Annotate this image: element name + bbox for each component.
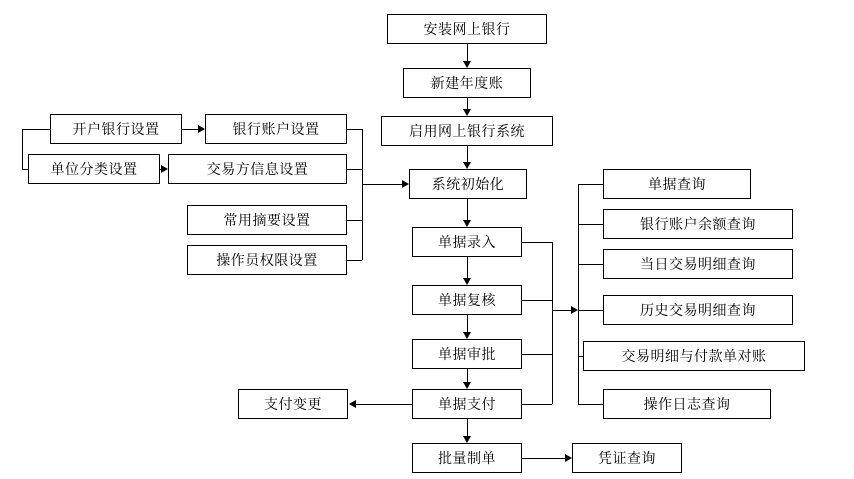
arrowhead-sys-init-from-setup xyxy=(402,180,409,188)
connector-operator-auth-to-rail xyxy=(347,260,362,261)
connector-setup-collector-rail xyxy=(362,129,363,260)
connector-rail-to-today-query xyxy=(578,264,603,265)
arrowhead-sys-init xyxy=(463,162,471,169)
connector-new-year-to-enable-sys xyxy=(467,98,468,109)
node-install[interactable] xyxy=(387,14,547,44)
node-label: 批量制单 xyxy=(438,450,496,466)
node-label: 新建年度账 xyxy=(430,75,504,91)
connector-doc-approve-to-doc-pay xyxy=(467,369,468,382)
connector-doc-entry-to-doc-review xyxy=(467,257,468,278)
connector-doc-review-to-doc-approve xyxy=(467,315,468,332)
node-document-review[interactable] xyxy=(412,285,522,315)
connector-doc-pay-to-query-rail xyxy=(522,404,552,405)
node-label: 支付变更 xyxy=(264,396,322,412)
connector-left-setup-rail-top xyxy=(22,129,50,130)
node-label: 单据查询 xyxy=(648,176,706,192)
node-label: 银行账户设置 xyxy=(232,121,320,137)
arrowhead-batch-doc xyxy=(463,436,471,443)
node-label: 单据复核 xyxy=(438,292,496,308)
connector-bank-acct-to-rail xyxy=(347,129,362,130)
node-label: 单据审批 xyxy=(438,346,496,362)
connector-rail-to-balance-query xyxy=(578,224,603,225)
node-new-year[interactable] xyxy=(403,68,531,98)
connector-doc-pay-to-pay-change xyxy=(356,404,412,405)
connector-doc-pay-to-batch-doc xyxy=(467,419,468,436)
node-open-bank-setting[interactable] xyxy=(50,114,182,144)
node-bank-balance-query[interactable] xyxy=(603,209,793,239)
node-voucher-query[interactable] xyxy=(572,443,682,473)
node-operation-log-query[interactable] xyxy=(603,389,771,419)
node-today-transaction-query[interactable] xyxy=(603,249,793,279)
node-label: 历史交易明细查询 xyxy=(640,302,756,318)
connector-trade-party-to-rail xyxy=(347,169,362,170)
connector-center-rail-to-query-rail xyxy=(552,310,571,311)
arrowhead-doc-entry xyxy=(463,220,471,227)
connector-rail-to-doc-query xyxy=(578,184,603,185)
node-reconciliation-query[interactable] xyxy=(583,341,805,371)
node-bank-account-setting[interactable] xyxy=(205,114,347,144)
arrowhead-pay-change xyxy=(349,400,356,408)
node-label: 凭证查询 xyxy=(598,450,656,466)
connector-query-collector-rail xyxy=(578,184,579,404)
connector-enable-sys-to-sys-init xyxy=(467,146,468,162)
node-enable-system[interactable] xyxy=(381,116,553,146)
node-label: 单位分类设置 xyxy=(50,161,138,177)
node-label: 银行账户余额查询 xyxy=(640,216,756,232)
connector-sys-init-to-doc-entry xyxy=(467,199,468,220)
node-document-payment[interactable] xyxy=(412,389,522,419)
node-payment-change[interactable] xyxy=(238,389,348,419)
arrowhead-doc-pay xyxy=(463,382,471,389)
node-document-approve[interactable] xyxy=(412,339,522,369)
connector-doc-entry-to-query-rail xyxy=(522,242,552,243)
connector-batch-doc-to-voucher-query xyxy=(522,458,565,459)
node-label: 交易方信息设置 xyxy=(206,161,309,177)
connector-open-bank-to-bank-acct xyxy=(182,129,198,130)
connector-doc-approve-to-query-rail xyxy=(522,354,552,355)
node-document-query[interactable] xyxy=(603,169,751,199)
node-label: 单据录入 xyxy=(438,234,496,250)
node-history-transaction-query[interactable] xyxy=(603,295,793,325)
node-label: 当日交易明细查询 xyxy=(640,256,756,272)
arrowhead-doc-review xyxy=(463,278,471,285)
arrowhead-voucher-query xyxy=(565,454,572,462)
arrowhead-query-group xyxy=(571,306,578,314)
connector-rail-to-history-query xyxy=(578,310,603,311)
connector-rail-to-sys-init xyxy=(362,184,402,185)
connector-install-to-new-year xyxy=(467,44,468,61)
node-label: 单据支付 xyxy=(438,396,496,412)
node-label: 启用网上银行系统 xyxy=(409,123,525,139)
arrowhead-trade-party xyxy=(161,165,168,173)
node-batch-document[interactable] xyxy=(412,443,522,473)
node-document-entry[interactable] xyxy=(412,227,522,257)
node-label: 操作员权限设置 xyxy=(216,252,318,268)
node-label: 交易明细与付款单对账 xyxy=(621,348,767,364)
node-operator-auth-setting[interactable] xyxy=(187,245,347,275)
node-system-init[interactable] xyxy=(409,169,527,199)
connector-left-setup-rail xyxy=(22,129,23,169)
node-label: 系统初始化 xyxy=(431,176,505,192)
node-label: 安装网上银行 xyxy=(423,21,511,37)
node-unit-class-setting[interactable] xyxy=(28,154,160,184)
node-label: 常用摘要设置 xyxy=(223,212,311,228)
connector-doc-review-to-query-rail xyxy=(522,300,552,301)
connector-center-to-query-rail xyxy=(552,242,553,404)
arrowhead-doc-approve xyxy=(463,332,471,339)
connector-rail-to-log-query xyxy=(578,404,603,405)
node-common-abstract-setting[interactable] xyxy=(187,205,347,235)
arrowhead-new-year xyxy=(463,61,471,68)
arrowhead-enable-sys xyxy=(463,109,471,116)
node-trade-party-setting[interactable] xyxy=(168,154,347,184)
arrowhead-bank-acct xyxy=(198,125,205,133)
connector-common-abs-to-rail xyxy=(347,220,362,221)
node-label: 操作日志查询 xyxy=(643,396,731,412)
node-label: 开户银行设置 xyxy=(72,121,160,137)
